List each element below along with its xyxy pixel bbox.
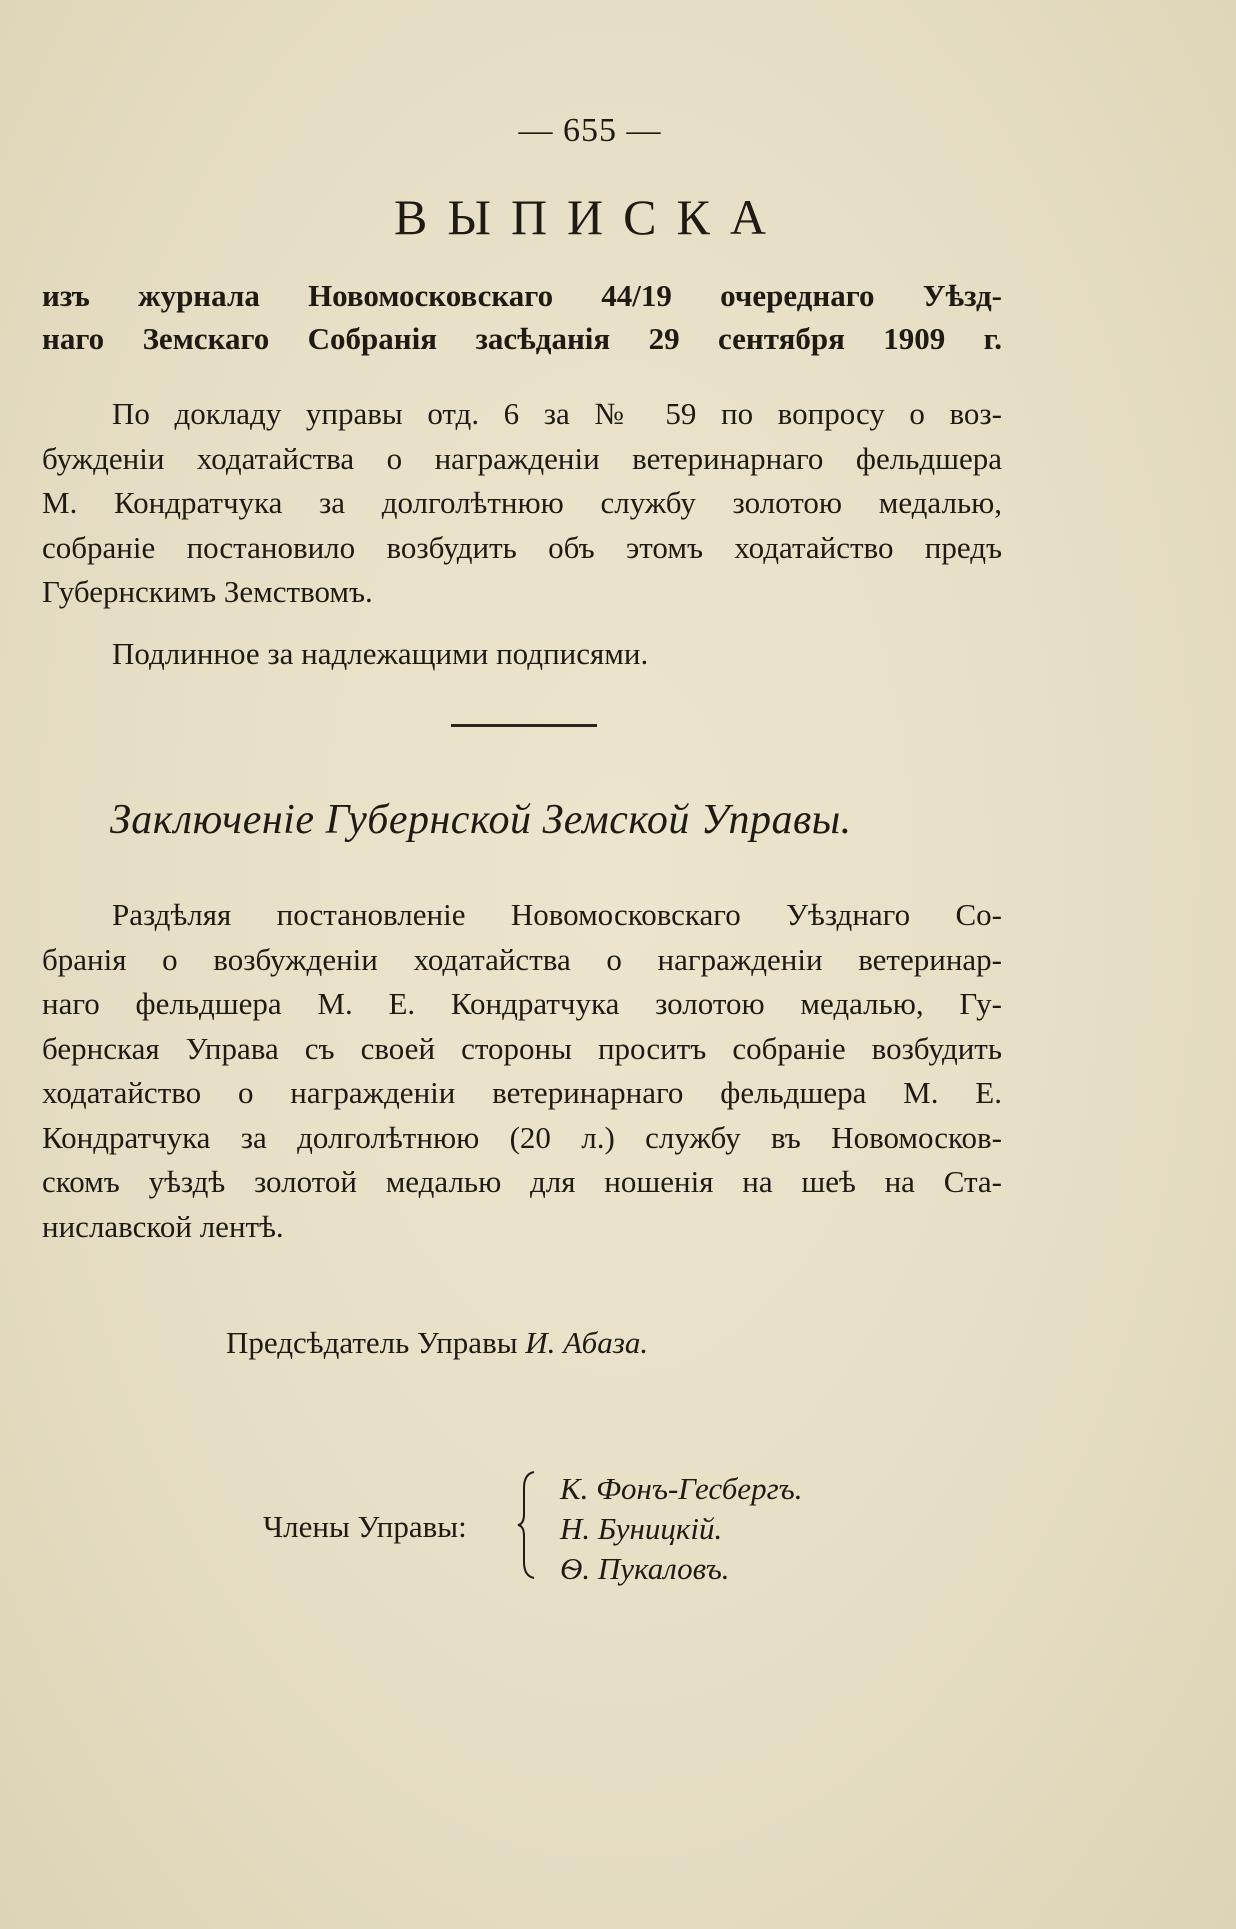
member-name: Н. Буницкій.: [560, 1511, 723, 1546]
document-title: ВЫПИСКА: [394, 189, 786, 245]
paragraph-line: бранія о возбужденіи ходатайства о награжденіи ветеринар-: [42, 941, 1002, 977]
page-number: — 655 —: [518, 112, 662, 149]
paragraph-line: М. Кондратчука за долголѣтнюю службу золотою медалью,: [42, 485, 1002, 520]
curly-brace-icon: [516, 1470, 538, 1580]
paragraph-line: бужденіи ходатайства о награжденіи ветеринарнаго фельдшера: [42, 440, 1002, 476]
section-divider: [451, 724, 597, 727]
chairman-label: Предсѣдатель Управы: [226, 1325, 518, 1360]
member-name: Ѳ. Пукаловъ.: [560, 1551, 730, 1586]
paragraph-line: скомъ уѣздѣ золотой медалью для ношенія на шеѣ на Ста-: [42, 1164, 1002, 1199]
chairman-signature: [226, 1325, 648, 1361]
signature-note: [42, 632, 1002, 677]
paragraph-line: собраніе постановило возбудить объ этомъ ходатайство предъ: [42, 529, 1002, 565]
paragraph-line: Подлинное за надлежащими подписями.: [112, 636, 649, 671]
paragraph-line: Кондратчука за долголѣтнюю (20 л.) службу въ Новомосков-: [42, 1119, 1002, 1155]
paragraph-line: ходатайство о награжденіи ветеринарнаго фельдшера М. Е.: [42, 1075, 1002, 1110]
members-label: Члены Управы:: [263, 1509, 467, 1544]
member-name: К. Фонъ-Гесбергъ.: [560, 1471, 803, 1506]
document-subtitle: [42, 274, 1002, 360]
chairman-name: И. Абаза.: [525, 1325, 649, 1360]
paragraph-line: наго фельдшера М. Е. Кондратчука золотою медалью, Гу-: [42, 986, 1002, 1021]
paragraph-line: бернская Управа съ своей стороны проситъ собраніе возбудить: [42, 1030, 1002, 1066]
paragraph-line: По докладу управы отд. 6 за № 59 по вопросу о воз-: [112, 396, 1002, 431]
paragraph-line: ниславской лентѣ.: [42, 1208, 284, 1244]
paragraph-line: Губернскимъ Земствомъ.: [42, 574, 373, 609]
paragraph-line: Раздѣляя постановленіе Новомосковскаго Уѣзднаго Со-: [112, 897, 1002, 932]
members-list: [560, 1469, 803, 1589]
subtitle-line: изъ журнала Новомосковскаго 44/19 очереднаго Уѣзд-: [42, 278, 1002, 313]
section-heading: Заключеніе Губернской Земской Управы.: [110, 797, 852, 843]
resolution-paragraph: [42, 392, 1002, 615]
subtitle-line: наго Земскаго Собранія засѣданія 29 сентября 1909 г.: [42, 321, 1002, 356]
conclusion-paragraph: [42, 893, 1002, 1249]
